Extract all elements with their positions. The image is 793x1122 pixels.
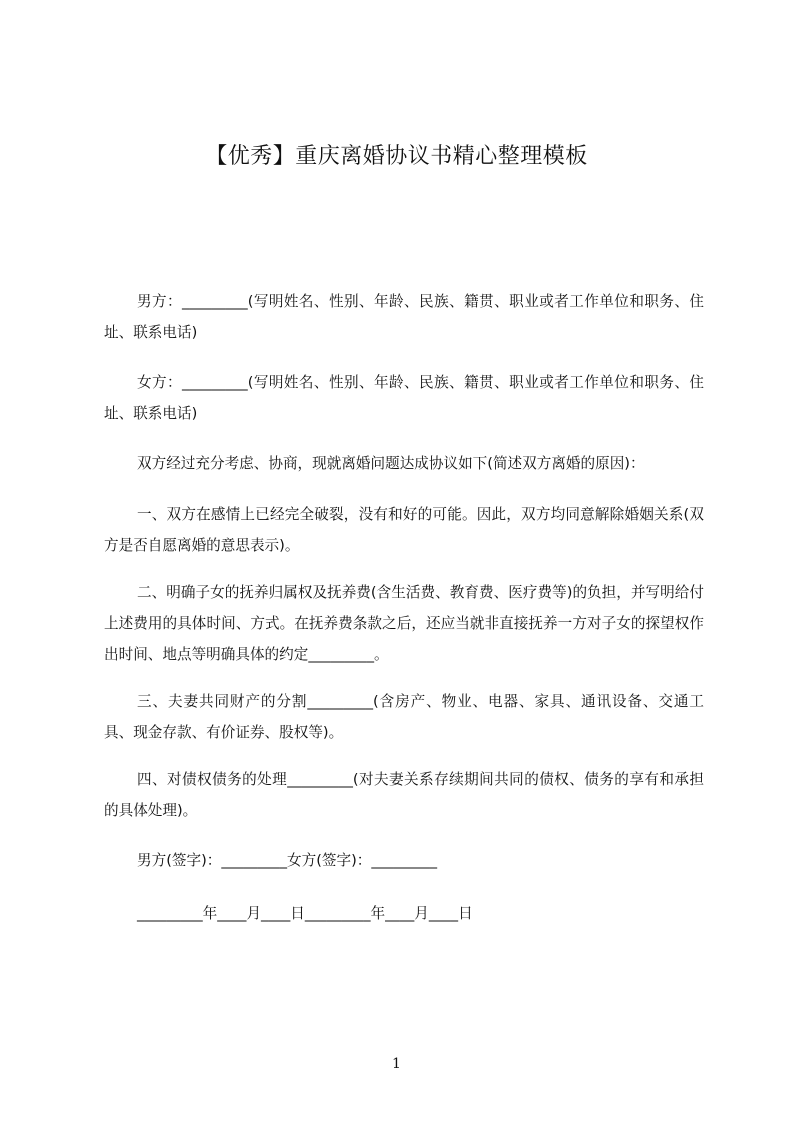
paragraph-female-party: 女方：_________(写明姓名、性别、年龄、民族、籍贯、职业或者工作单位和职务、住址、联系电话) (104, 374, 704, 422)
paragraph-signatures: 男方(签字)：_________女方(签字)：_________ (137, 852, 438, 869)
paragraph-agreement-intro: 双方经过充分考虑、协商，现就离婚问题达成协议如下(简述双方离婚的原因)： (137, 455, 645, 472)
paragraph-clause-4: 四、对债权债务的处理_________(对夫妻关系存续期间共同的债权、债务的享有和承担的具体处理)。 (104, 771, 704, 819)
paragraph-clause-2: 二、明确子女的抚养归属权及抚养费(含生活费、教育费、医疗费等)的负担，并写明给付上述费用的具体时间、方式。在抚养费条款之后，还应当就非直接抚养一方对子女的探望权作出时间、地点等明确具体的约定_________。 (104, 584, 704, 663)
page-number: 1 (392, 1056, 401, 1072)
paragraph-male-party: 男方：_________(写明姓名、性别、年龄、民族、籍贯、职业或者工作单位和职务、住址、联系电话) (104, 293, 704, 341)
document-title: 【优秀】重庆离婚协议书精心整理模板 (205, 144, 588, 169)
paragraph-clause-3: 三、夫妻共同财产的分割_________(含房产、物业、电器、家具、通讯设备、交通工具、现金存款、有价证券、股权等)。 (104, 693, 704, 741)
paragraph-clause-1: 一、双方在感情上已经完全破裂，没有和好的可能。因此，双方均同意解除婚姻关系(双方是否自愿离婚的意思表示)。 (104, 506, 704, 554)
paragraph-dates: _________年____月____日_________年____月____日 (137, 905, 473, 922)
